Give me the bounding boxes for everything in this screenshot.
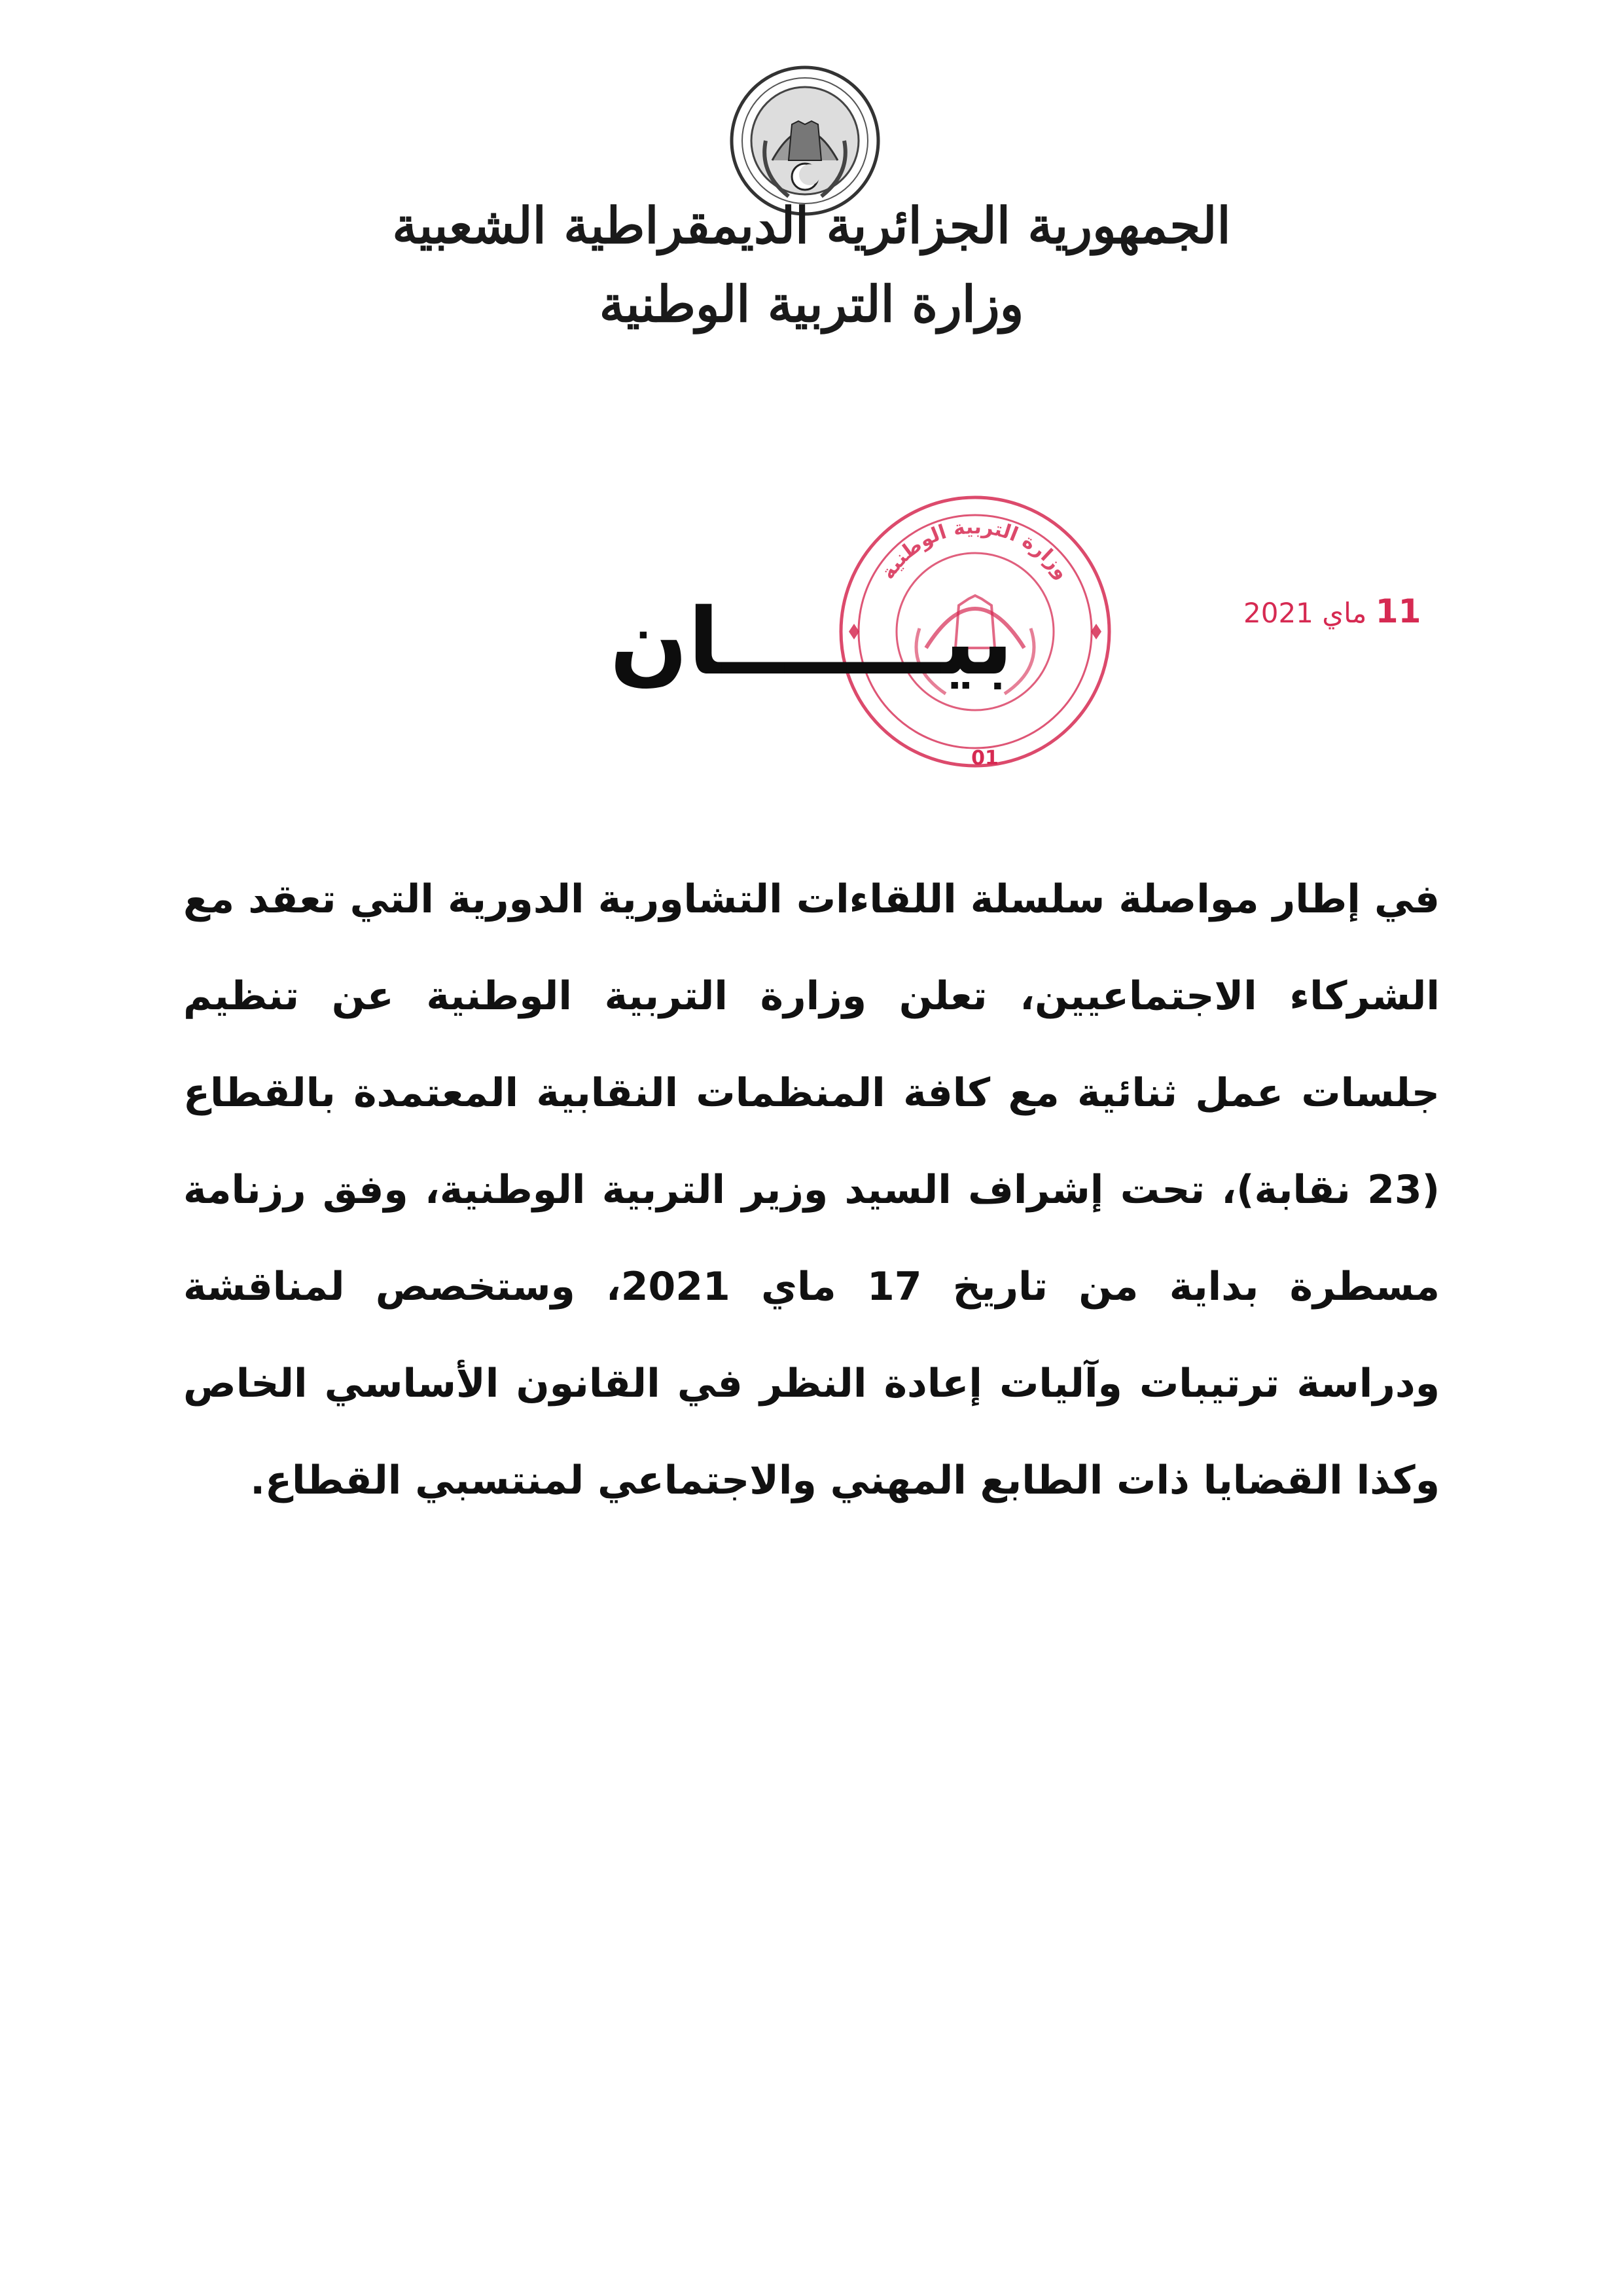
svg-text:وزارة التربية الوطنية	[876, 516, 1073, 584]
document-date	[1243, 592, 1421, 630]
republic-name: الجمهورية الجزائرية الديمقراطية الشعبية	[392, 196, 1231, 255]
stamp-number: 01	[971, 747, 999, 770]
date-month-year: ماي 2021	[1243, 597, 1367, 629]
stamp-ring-text: وزارة التربية الوطنية	[876, 515, 1074, 584]
announcement-body: في إطار مواصلة سلسلة اللقاءات التشاورية الدورية التي تعقد مع الشركاء الاجتماعيين، تعلن وزارة التربية الوطنية عن تنظيم جلسات عمل ثنائية مع كافة المنظمات النقابية المعتمدة بالقطاع (23 نقابة)، تحت إشراف السيد وزير التربية الوطنية، وفق رزنامة مسطرة بداية من تاريخ 17 ماي 2021، وستخصص لمناقشة ودراسة ترتيبات وآليات إعادة النظر في القانون الأساسي الخاص وكذا القضايا ذات الطابع المهني والاجتماعي لمنتسبي القطاع.	[183, 876, 1440, 1503]
ministry-name: وزارة التربية الوطنية	[599, 275, 1024, 333]
algeria-state-seal-icon	[726, 62, 883, 219]
document-title: بيـــــــان	[609, 589, 1014, 696]
date-day: 11	[1375, 592, 1421, 630]
